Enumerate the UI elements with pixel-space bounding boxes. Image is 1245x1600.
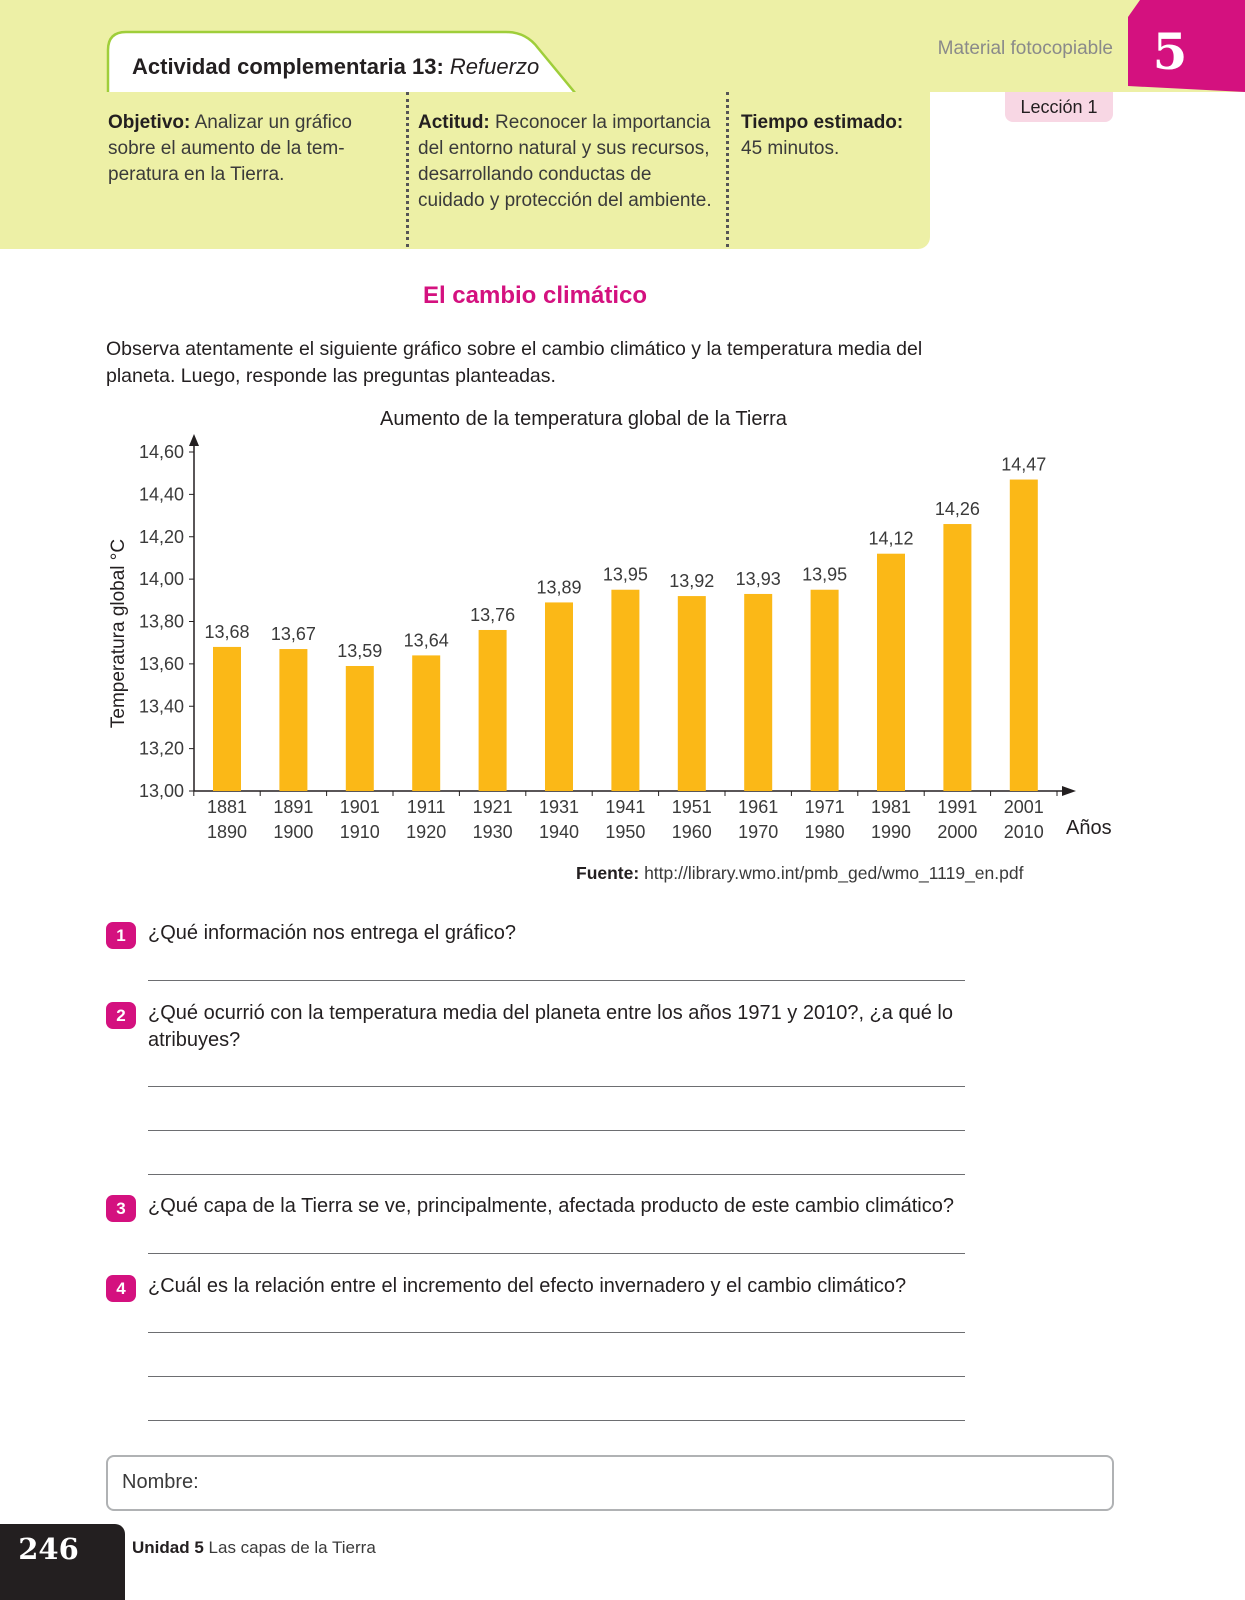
unit-number: 5 — [1152, 22, 1188, 81]
bar — [479, 630, 507, 791]
time-label: Tiempo estimado: — [741, 112, 904, 133]
x-tick-label: 1920 — [406, 822, 447, 842]
section-title: El cambio climático — [422, 282, 648, 309]
x-tick-label: 1940 — [538, 822, 580, 842]
temperature-bar-chart — [0, 430, 1245, 860]
answer-line[interactable] — [148, 1130, 965, 1131]
bar — [678, 596, 706, 791]
x-axis-label: Años — [1066, 817, 1112, 839]
bar — [611, 590, 639, 791]
bar — [279, 649, 307, 791]
y-tick-label: 13,80 — [138, 611, 184, 632]
x-tick-label: 1941 — [605, 797, 646, 817]
footer-unit-title: Las capas de la Tierra — [208, 1538, 376, 1557]
source-label: Fuente: — [576, 863, 640, 883]
time-estimate — [741, 110, 921, 162]
question-number: 3 — [106, 1195, 136, 1222]
x-tick-label: 2000 — [937, 822, 978, 842]
bar — [811, 590, 839, 791]
activity-title: Actividad complementaria 13: Refuerzo — [132, 54, 540, 79]
bar-value-label: 13,76 — [470, 604, 516, 625]
bar — [412, 655, 440, 791]
source — [576, 863, 1023, 884]
x-tick-label: 1990 — [870, 822, 912, 842]
lesson-badge: Lección 1 — [1005, 92, 1113, 122]
y-tick-label: 14,60 — [138, 442, 184, 462]
question-number: 4 — [106, 1275, 136, 1302]
x-tick-label: 1890 — [206, 822, 248, 842]
x-tick-label: 1960 — [671, 822, 712, 842]
bar-value-label: 13,59 — [337, 640, 383, 661]
y-tick-label: 14,20 — [138, 526, 184, 547]
y-tick-label: 13,60 — [138, 653, 184, 674]
bar-value-label: 13,92 — [669, 571, 715, 592]
y-tick-label: 14,40 — [138, 484, 184, 505]
answer-line[interactable] — [148, 1376, 965, 1377]
intro-text: Observa atentamente el siguiente gráfico sobre el cambio climático y la temperatura media del planeta. Luego, responde las preguntas planteadas. — [106, 338, 923, 387]
bar-value-label: 13,95 — [602, 564, 648, 585]
bar-value-label: 13,68 — [204, 621, 250, 642]
attitude-text: Reconocer la importancia del entorno natural y sus recursos, desarrollando conductas de cuidado y protección del ambiente. — [418, 112, 712, 211]
y-tick-label: 14,00 — [138, 569, 184, 590]
y-tick-label: 13,20 — [138, 738, 184, 759]
objective-text: Analizar un gráfico sobre el aumento de la tem-peratura en la Tierra. — [108, 112, 352, 185]
answer-line[interactable] — [148, 1253, 965, 1254]
footer-unit-label: Unidad 5 — [132, 1538, 204, 1557]
bar-value-label: 14,47 — [1001, 454, 1047, 475]
question-text: ¿Cuál es la relación entre el incremento del efecto invernadero y el cambio climático? — [148, 1275, 907, 1297]
divider — [406, 92, 409, 247]
y-tick-label: 13,00 — [138, 781, 184, 801]
objective-label: Objetivo: — [108, 112, 191, 133]
x-tick-label: 1991 — [937, 797, 978, 817]
x-tick-label: 1980 — [804, 822, 845, 842]
question-text: ¿Qué capa de la Tierra se ve, principalmente, afectada producto de este cambio climático? — [148, 1195, 954, 1217]
x-tick-label: 1901 — [339, 797, 380, 817]
bar — [545, 602, 573, 791]
source-url: http://library.wmo.int/pmb_ged/wmo_1119_en.pdf — [644, 863, 1024, 883]
divider — [726, 92, 729, 247]
bar-value-label: 13,89 — [536, 577, 582, 598]
answer-line[interactable] — [148, 1174, 965, 1175]
x-tick-label: 1930 — [472, 822, 513, 842]
x-tick-label: 1981 — [870, 797, 912, 817]
bar-value-label: 13,93 — [735, 568, 781, 589]
answer-line[interactable] — [148, 980, 965, 981]
name-label: Nombre: — [122, 1471, 199, 1493]
bar — [1010, 480, 1038, 791]
bar — [213, 647, 241, 791]
bar-value-label: 13,64 — [403, 630, 449, 651]
y-axis-arrow — [189, 434, 199, 446]
x-tick-label: 1881 — [206, 797, 248, 817]
attitude-label: Actitud: — [418, 112, 490, 133]
question-number: 1 — [106, 922, 136, 949]
x-tick-label: 2001 — [1003, 797, 1044, 817]
question-number: 2 — [106, 1002, 136, 1029]
y-axis-label: Temperatura global °C — [108, 538, 129, 729]
bar-value-label: 14,26 — [934, 499, 980, 520]
answer-line[interactable] — [148, 1086, 965, 1087]
bar-value-label: 13,95 — [802, 564, 848, 585]
page-number: 246 — [18, 1532, 79, 1566]
footer-unit — [132, 1538, 376, 1558]
x-tick-label: 1970 — [738, 822, 779, 842]
answer-line[interactable] — [148, 1420, 965, 1421]
chart-title: Aumento de la temperatura global de la Tierra — [380, 408, 787, 430]
x-tick-label: 1931 — [538, 797, 580, 817]
bar-value-label: 14,12 — [868, 528, 914, 549]
x-axis-arrow — [1062, 786, 1076, 796]
x-tick-label: 1951 — [671, 797, 712, 817]
question-text: ¿Qué información nos entrega el gráfico? — [148, 922, 516, 944]
x-tick-label: 1911 — [406, 797, 446, 817]
x-tick-label: 1971 — [804, 797, 845, 817]
bar — [346, 666, 374, 791]
attitude — [418, 110, 713, 214]
material-label: Material fotocopiable — [937, 38, 1113, 59]
x-tick-label: 1961 — [738, 797, 779, 817]
bar-value-label: 13,67 — [270, 624, 316, 645]
name-field[interactable] — [106, 1455, 1114, 1511]
x-tick-label: 2010 — [1003, 822, 1044, 842]
x-tick-label: 1921 — [472, 797, 513, 817]
time-text: 45 minutos. — [741, 138, 840, 159]
answer-line[interactable] — [148, 1332, 965, 1333]
objective — [108, 110, 378, 188]
x-tick-label: 1900 — [273, 822, 314, 842]
x-tick-label: 1910 — [339, 822, 380, 842]
bar — [877, 554, 905, 791]
x-tick-label: 1891 — [273, 797, 314, 817]
bar — [744, 594, 772, 791]
y-tick-label: 13,40 — [138, 696, 184, 717]
x-tick-label: 1950 — [605, 822, 646, 842]
bar — [943, 524, 971, 791]
question-text: ¿Qué ocurrió con la temperatura media del planeta entre los años 1971 y 2010?, ¿a qué lo atribuyes? — [148, 1002, 953, 1051]
